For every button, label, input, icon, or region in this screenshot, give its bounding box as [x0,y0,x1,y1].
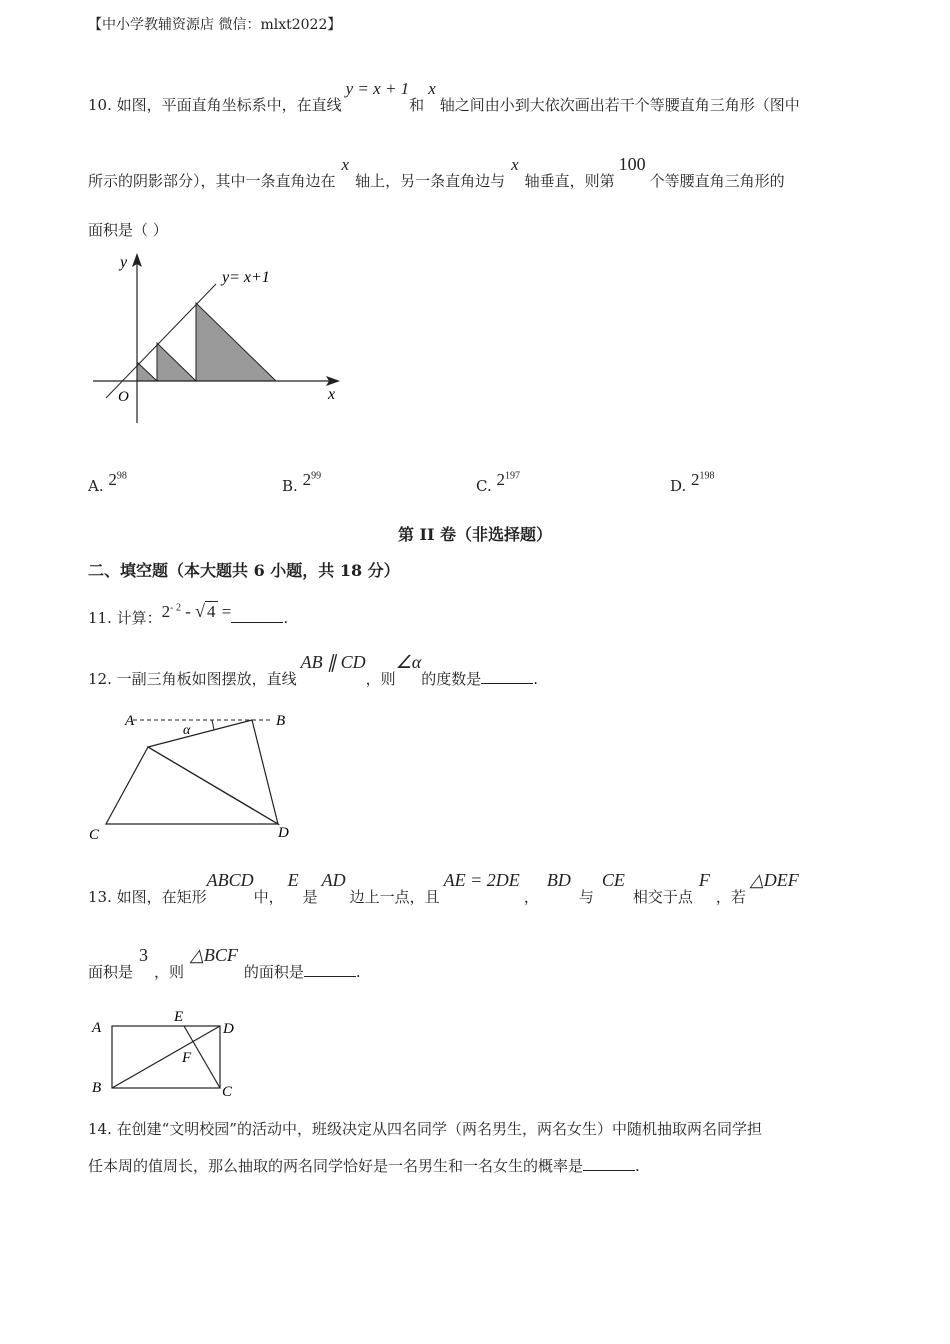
q13-answer-blank[interactable] [304,962,356,977]
part2-title: 第 II 卷（非选择题） [397,525,553,544]
option-a[interactable]: A. $2^{98}$ [88,470,127,495]
q14-line2 [88,1155,640,1176]
q13-bd: BD [546,870,571,890]
label-c: C [89,827,100,843]
q11-sqrt-arg: 4 [207,602,216,621]
q13-ae-eq: AE = 2DE [443,870,520,890]
q13-side-ad: AD [321,870,346,890]
triangle-3 [196,303,276,381]
q12 [88,652,539,689]
q10-line3: 面积是（ ） [88,221,168,239]
q10-text: 轴之间由小到大依次画出若干个等腰直角三角形（图中 [439,96,800,114]
triangle-2 [157,343,196,381]
label-d: D [223,1021,234,1037]
q13-line2 [88,945,361,982]
label-e: E [174,1009,184,1025]
q12-text: ，则 [365,670,396,688]
q10-text: 轴上，另一条直角边与 [355,172,506,190]
q10-figure [88,248,348,428]
q10-text: 和 [409,96,425,114]
q13-figure [88,1004,248,1100]
q12-text: 12. 一副三角板如图摆放，直线 [88,670,297,688]
q12-text: 的度数是 [421,670,482,688]
angle-mark [212,720,214,730]
q13-text: 面积是 [88,963,134,981]
q14-suffix: . [635,1157,640,1175]
q14-text: 任本周的值周长，那么抽取的两名同学恰好是一名男生和一名女生的概率是 [88,1157,584,1175]
q13-text: 边上一点，且 [349,888,440,906]
q13-def: △DEF [749,870,799,890]
triangle-board-2 [148,720,278,824]
label-a: A [125,713,135,729]
q13-text: 相交于点 [632,888,693,906]
q13-line1 [88,870,799,907]
q11-answer-blank[interactable] [231,608,283,623]
q10-text: 轴垂直，则第 [524,172,615,190]
q11-minus: - [185,602,191,621]
q13-text: 的面积是 [243,963,304,981]
q10-text: 个等腰直角三角形的 [649,172,785,190]
q13-suffix: . [355,963,361,981]
q14-answer-blank[interactable] [583,1156,635,1171]
origin-label: O [118,389,129,405]
q10-text: 所示的阴影部分），其中一条直角边在 [88,172,336,190]
triangle-board-1 [106,747,278,824]
q12-parallel-expr: AB ∥ CD [300,652,366,672]
q10-x-var: x [511,155,519,174]
q13-rect: ABCD [206,870,254,890]
option-b[interactable]: B. $2^{99}$ [282,470,322,495]
q10-x-var: x [341,155,350,174]
sqrt-icon: √ [195,601,206,621]
label-d: D [278,825,289,841]
label-c: C [222,1084,233,1100]
y-axis-label: y [120,254,128,271]
label-a: A [92,1020,102,1036]
label-b: B [276,713,286,729]
q13-point-e: E [287,870,299,890]
q10-number: 100 [618,154,646,174]
option-d[interactable]: D. $2^{198}$ [670,470,715,495]
diagonal-bd [112,1026,220,1088]
q10-x-var: x [428,79,436,98]
q11-base: 2 [161,602,171,621]
q11-equals: = [221,602,232,621]
q12-angle: ∠α [395,652,422,672]
q13-point-f: F [698,870,710,890]
q10-line2 [88,154,785,191]
q13-area: 3 [139,945,149,965]
q13-text: ， [523,888,539,906]
q10-line1 [88,79,800,115]
label-f: F [182,1050,192,1066]
label-b: B [92,1080,102,1096]
line-label: y= x+1 [222,269,270,286]
section2-title: 二、填空题（本大题共 6 小题，共 18 分） [88,561,400,580]
q13-text: 13. 如图，在矩形 [88,888,207,906]
q12-answer-blank[interactable] [481,669,533,684]
q11-prefix: 11. 计算： [88,609,162,627]
option-c[interactable]: C. $2^{197}$ [476,470,520,495]
q12-figure [88,706,298,846]
label-alpha: α [183,723,191,738]
q11-suffix: . [283,609,289,627]
q11-exponent: - 2 [170,602,181,614]
q13-text: 与 [578,888,594,906]
q13-text: ，若 [715,888,746,906]
q13-text: 是 [302,888,318,906]
q13-text: ，则 [154,963,185,981]
page-header: 【中小学教辅资源店 微信：mlxt2022】 [88,17,342,33]
q13-text: 中， [253,888,284,906]
q11 [88,601,289,628]
q14-line1: 14. 在创建“文明校园”的活动中，班级决定从四名同学（两名男生，两名女生）中随机抽取两名同学担 [88,1120,762,1138]
q10-line-equation: y = x + 1 [345,79,410,98]
q13-ce: CE [601,870,625,890]
q12-suffix: . [533,670,539,688]
x-axis-label: x [328,386,336,403]
q10-text: 10. 如图，平面直角坐标系中，在直线 [88,96,342,114]
triangle-1 [137,362,157,381]
q13-bcf: △BCF [190,945,238,965]
